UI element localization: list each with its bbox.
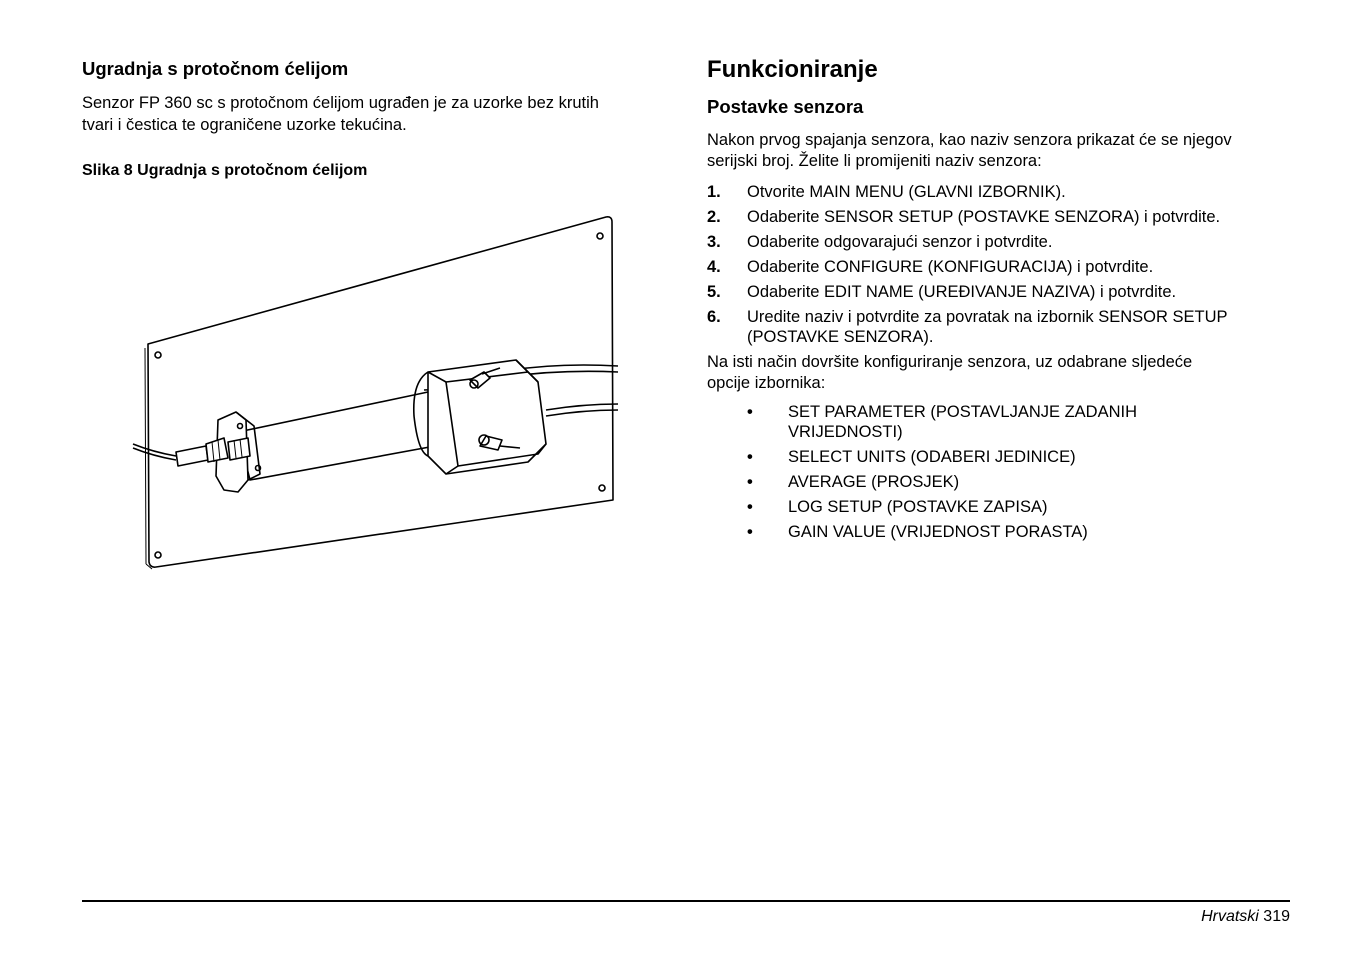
list-item	[707, 232, 1297, 252]
option-text: GAIN VALUE (VRIJEDNOST PORASTA)	[788, 523, 1088, 541]
plate-screw-hole	[599, 485, 605, 491]
footer-language: Hrvatski	[1201, 908, 1259, 925]
list-item	[707, 472, 1297, 492]
plate-screw-hole	[155, 552, 161, 558]
page-footer	[1201, 908, 1290, 926]
intro-line: Nakon prvog spajanja senzora, kao naziv senzora prikazat će se njegov	[707, 131, 1232, 149]
options-paragraph	[707, 352, 1297, 394]
list-item	[707, 447, 1297, 467]
step-number: 2.	[707, 208, 721, 226]
option-text: AVERAGE (PROSJEK)	[788, 473, 960, 491]
option-text: SET PARAMETER (POSTAVLJANJE ZADANIH VRIJEDNOSTI)	[788, 403, 1138, 441]
bullet-icon: •	[747, 448, 753, 466]
left-column	[82, 56, 662, 180]
plate-screw-hole	[155, 352, 161, 358]
footer-divider	[82, 900, 1290, 902]
list-item	[707, 307, 1297, 347]
section-heading-sensor-settings: Postavke senzora	[707, 96, 864, 117]
step-text: Odaberite CONFIGURE (KONFIGURACIJA) i potvrdite.	[747, 258, 1154, 276]
step-text: Odaberite SENSOR SETUP (POSTAVKE SENZORA) i potvrdite.	[747, 208, 1221, 226]
option-text: LOG SETUP (POSTAVKE ZAPISA)	[788, 498, 1048, 516]
bullet-icon: •	[747, 523, 753, 541]
bullet-icon: •	[747, 498, 753, 516]
sensor-cylinder	[238, 392, 446, 480]
list-item	[707, 182, 1297, 202]
step-number: 4.	[707, 258, 721, 276]
list-item	[707, 257, 1297, 277]
step-text: Odaberite EDIT NAME (UREĐIVANJE NAZIVA) i potvrdite.	[747, 283, 1177, 301]
page-title: Funkcioniranje	[707, 56, 878, 83]
flow-cell-illustration	[128, 212, 628, 574]
bullet-icon: •	[747, 403, 753, 421]
page-number: 319	[1263, 908, 1290, 925]
step-text: Uredite naziv i potvrdite za povratak na izbornik SENSOR SETUP (POSTAVKE SENZORA).	[747, 308, 1228, 346]
steps-list	[707, 182, 1297, 347]
bullet-icon: •	[747, 473, 753, 491]
list-item	[707, 497, 1297, 517]
paragraph-line: tvari i čestica te ograničene uzorke tekućina.	[82, 116, 407, 134]
intro-paragraph	[707, 130, 1297, 172]
sensor-mounting-drawing	[128, 212, 628, 574]
step-text: Otvorite MAIN MENU (GLAVNI IZBORNIK).	[747, 183, 1066, 201]
list-item	[707, 402, 1297, 442]
options-list	[707, 402, 1297, 542]
paragraph-line: Senzor FP 360 sc s protočnom ćelijom ugrađen je za uzorke bez krutih	[82, 94, 599, 112]
options-line: Na isti način dovršite konfiguriranje senzora, uz odabrane sljedeće	[707, 353, 1193, 371]
step-number: 6.	[707, 308, 721, 326]
step-number: 3.	[707, 233, 721, 251]
step-number: 5.	[707, 283, 721, 301]
right-column	[707, 56, 1297, 547]
options-line: opcije izbornika:	[707, 374, 826, 392]
flow-cell-paragraph	[82, 92, 662, 136]
figure-caption: Slika 8 Ugradnja s protočnom ćelijom	[82, 162, 368, 179]
sensor-connector	[176, 446, 208, 466]
list-item	[707, 522, 1297, 542]
plate-screw-hole	[597, 233, 603, 239]
step-number: 1.	[707, 183, 721, 201]
section-heading-flow-cell: Ugradnja s protočnom ćelijom	[82, 58, 349, 79]
option-text: SELECT UNITS (ODABERI JEDINICE)	[788, 448, 1076, 466]
list-item	[707, 282, 1297, 302]
list-item	[707, 207, 1297, 227]
intro-line: serijski broj. Želite li promijeniti naziv senzora:	[707, 152, 1042, 170]
mounting-plate	[148, 217, 613, 567]
step-text: Odaberite odgovarajući senzor i potvrdite.	[747, 233, 1053, 251]
